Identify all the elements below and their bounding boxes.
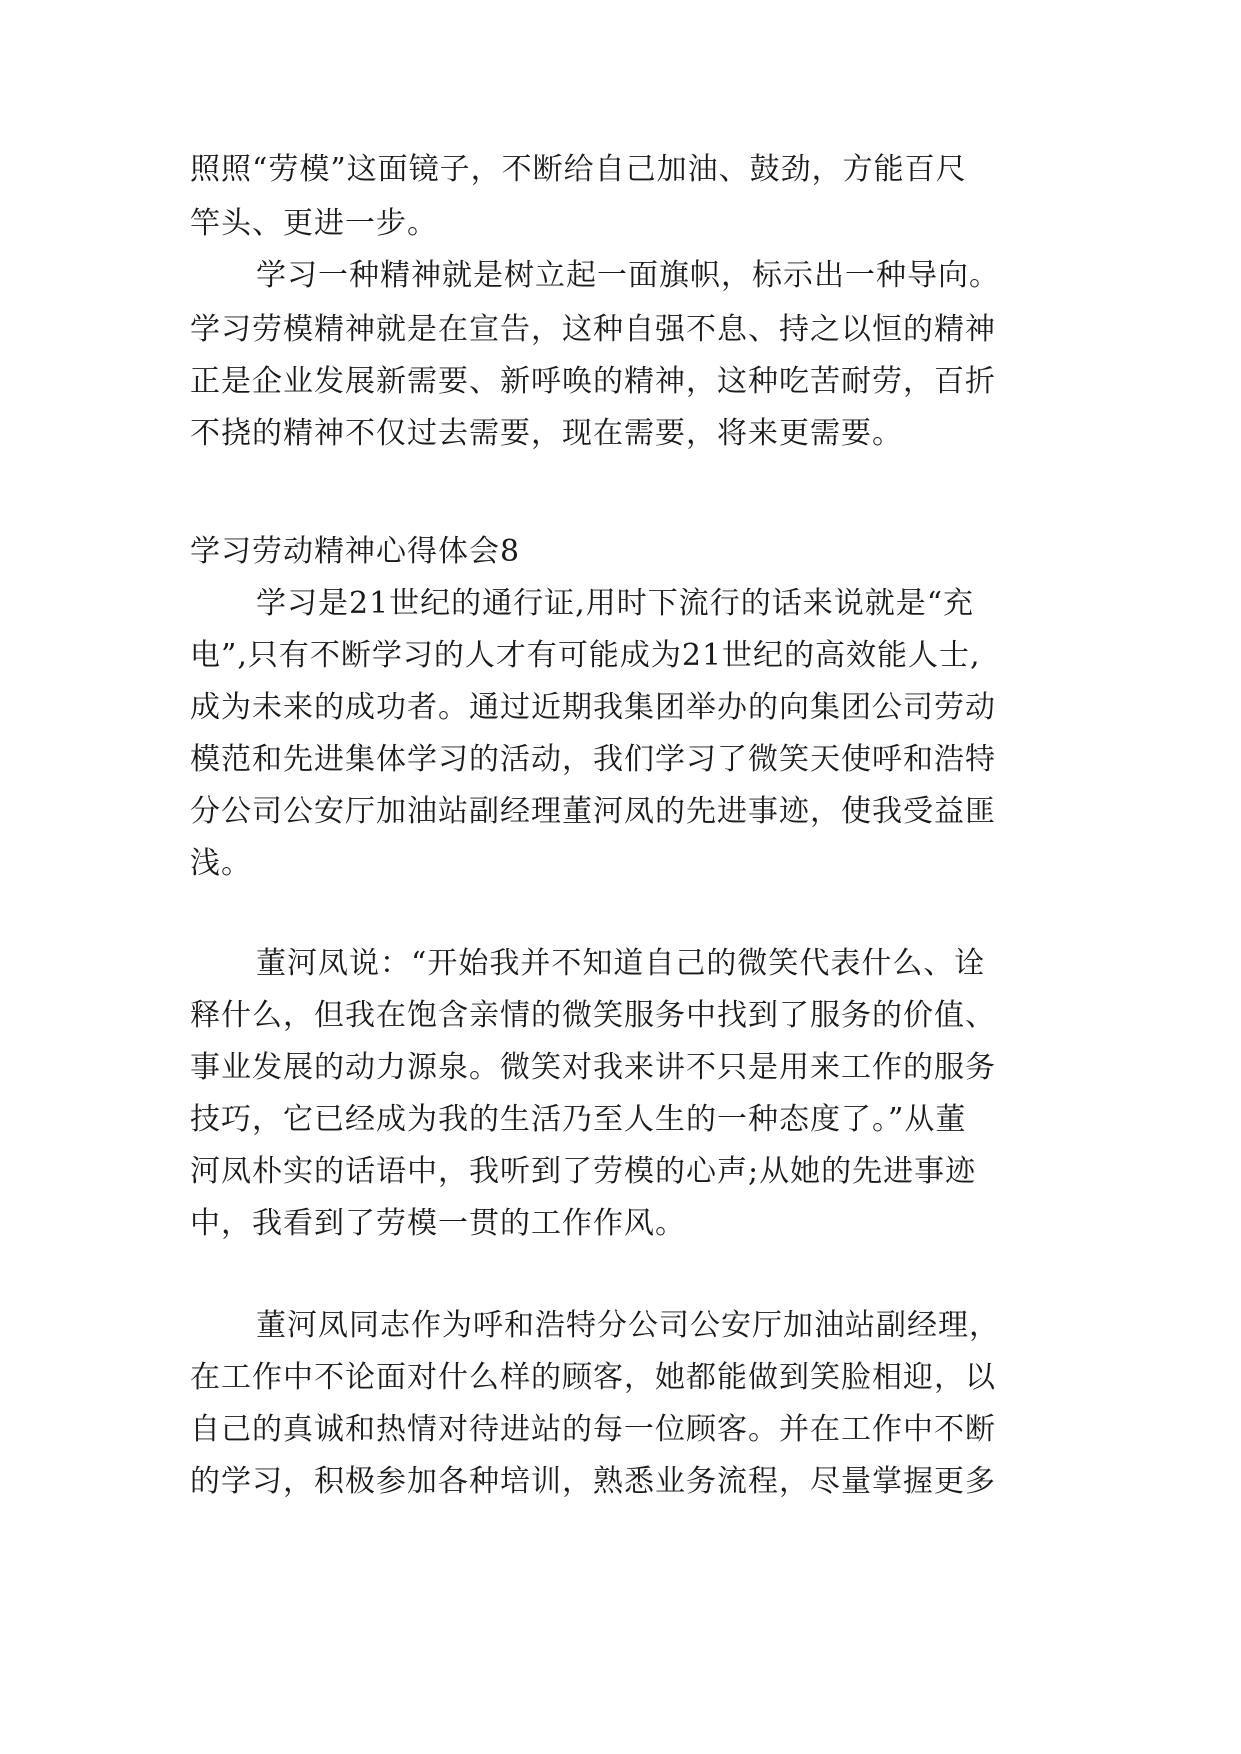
text-line: 成为未来的成功者。通过近期我集团举办的向集团公司劳动	[190, 690, 996, 725]
section-heading: 学习劳动精神心得体会8	[190, 534, 521, 569]
text-line: 照照“劳模”这面镜子，不断给自己加油、鼓劲，方能百尺	[190, 152, 967, 187]
text-line: 事业发展的动力源泉。微笑对我来讲不只是用来工作的服务	[190, 1050, 996, 1085]
text-line: 模范和先进集体学习的活动，我们学习了微笑天使呼和浩特	[190, 742, 996, 777]
text-line: 浅。	[190, 846, 252, 881]
text-line: 董河凤同志作为呼和浩特分公司公安厅加油站副经理，	[256, 1308, 1000, 1343]
text-line: 自己的真诚和热情对待进站的每一位顾客。并在工作中不断	[190, 1412, 996, 1447]
text-line: 中，我看到了劳模一贯的工作作风。	[190, 1206, 686, 1241]
text-line: 技巧，它已经成为我的生活乃至人生的一种态度了。”从董	[190, 1102, 967, 1137]
text-line: 电”,只有不断学习的人才有可能成为21世纪的高效能人士,	[190, 638, 981, 673]
text-line: 学习一种精神就是树立起一面旗帜，标示出一种导向。	[256, 258, 1000, 293]
text-line: 董河凤说：“开始我并不知道自己的微笑代表什么、诠	[256, 946, 986, 981]
text-line: 学习劳模精神就是在宣告，这种自强不息、持之以恒的精神	[190, 312, 996, 347]
text-line: 竿头、更进一步。	[190, 206, 438, 241]
text-line: 释什么，但我在饱含亲情的微笑服务中找到了服务的价值、	[190, 998, 996, 1033]
text-line: 正是企业发展新需要、新呼唤的精神，这种吃苦耐劳，百折	[190, 364, 996, 399]
text-line: 河凤朴实的话语中，我听到了劳模的心声;从她的先进事迹	[190, 1154, 977, 1189]
text-line: 分公司公安厅加油站副经理董河凤的先进事迹，使我受益匪	[190, 794, 996, 829]
text-line: 在工作中不论面对什么样的顾客，她都能做到笑脸相迎，以	[190, 1360, 996, 1395]
text-line: 学习是21世纪的通行证,用时下流行的话来说就是“充	[256, 586, 975, 621]
text-line: 的学习，积极参加各种培训，熟悉业务流程，尽量掌握更多	[190, 1464, 996, 1499]
text-line: 不挠的精神不仅过去需要，现在需要，将来更需要。	[190, 416, 903, 451]
